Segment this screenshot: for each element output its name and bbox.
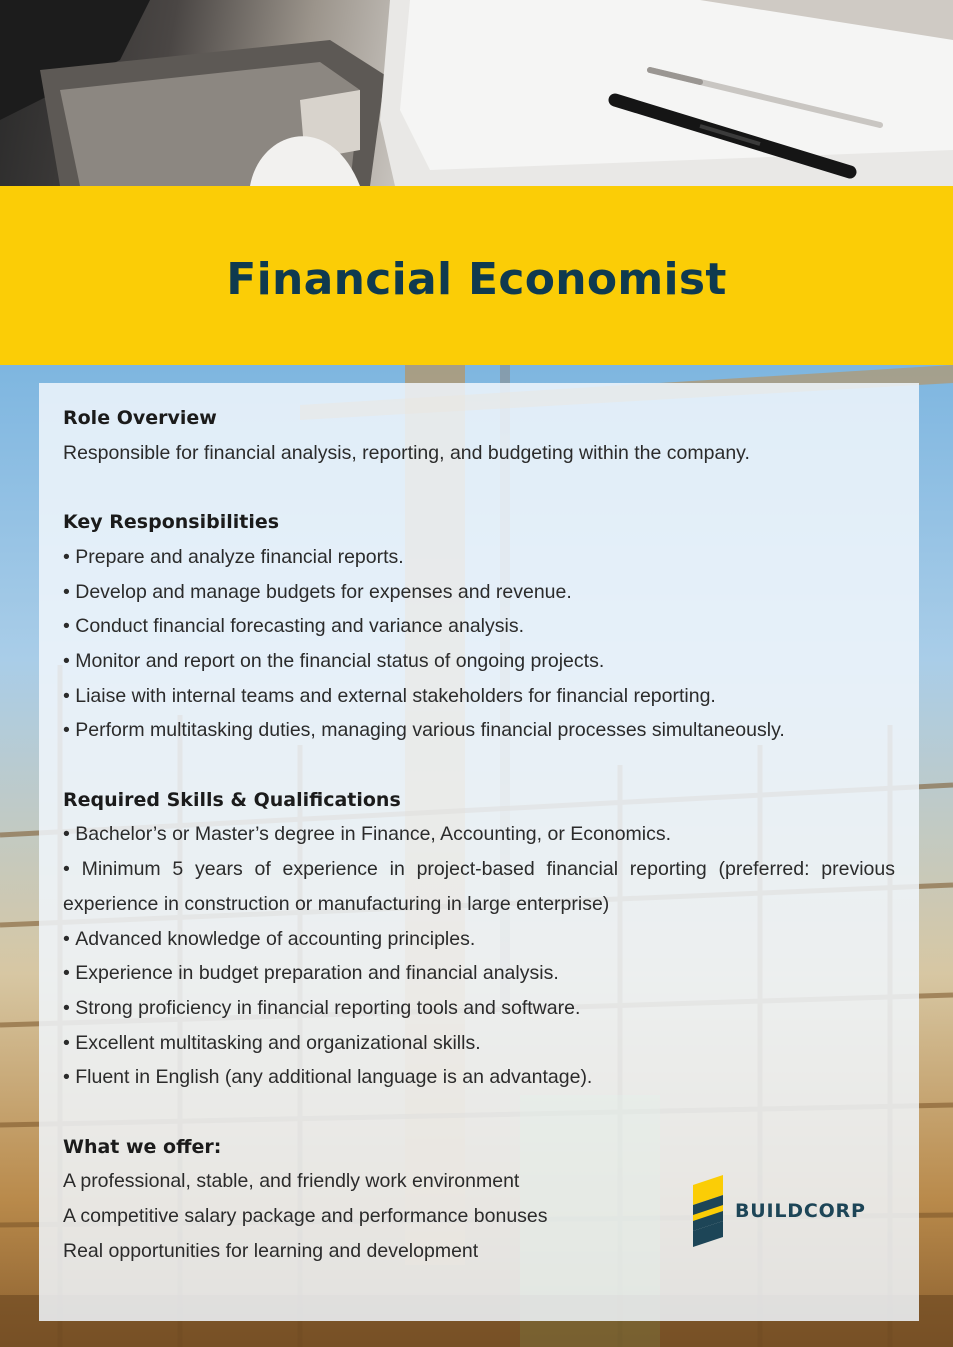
- list-item: • Perform multitasking duties, managing various financial processes simultaneously.: [63, 713, 895, 748]
- offer-line: A professional, stable, and friendly work environment: [63, 1170, 520, 1193]
- list-item: • Develop and manage budgets for expenses and revenue.: [63, 575, 895, 610]
- list-item: • Monitor and report on the financial status of ongoing projects.: [63, 644, 895, 679]
- list-item: • Excellent multitasking and organizational skills.: [63, 1026, 895, 1061]
- list-item: • Strong proficiency in financial reporting tools and software.: [63, 991, 895, 1026]
- buildcorp-logo: [693, 1175, 866, 1247]
- page-title: Financial Economist: [226, 254, 727, 305]
- offer-line: A competitive salary package and performance bonuses: [63, 1205, 548, 1228]
- list-item: • Fluent in English (any additional language is an advantage).: [63, 1060, 895, 1095]
- skills-heading: Required Skills & Qualifications: [63, 788, 401, 811]
- spacer: [63, 748, 895, 783]
- list-item: • Liaise with internal teams and external stakeholders for financial reporting.: [63, 679, 895, 714]
- desk-photo-illustration: [0, 0, 953, 186]
- responsibilities-list: [63, 540, 895, 748]
- skills-list: [63, 817, 895, 1095]
- spacer: [63, 470, 895, 505]
- job-description: [63, 401, 895, 1269]
- list-item: • Advanced knowledge of accounting principles.: [63, 922, 895, 957]
- list-item: • Bachelor’s or Master’s degree in Finance, Accounting, or Economics.: [63, 817, 895, 852]
- header-photo: [0, 0, 953, 186]
- offer-heading: What we offer:: [63, 1135, 222, 1158]
- role-overview-text: Responsible for financial analysis, reporting, and budgeting within the company.: [63, 441, 750, 464]
- offer-line: Real opportunities for learning and development: [63, 1239, 479, 1262]
- responsibilities-heading: Key Responsibilities: [63, 511, 280, 534]
- title-band: [0, 186, 953, 365]
- list-item: • Minimum 5 years of experience in project-based financial reporting (preferred: previous experience in construction or manufacturing in large enterprise): [63, 852, 895, 921]
- list-item: • Conduct financial forecasting and variance analysis.: [63, 609, 895, 644]
- logo-text: BUILDCORP: [735, 1200, 866, 1222]
- list-item: • Prepare and analyze financial reports.: [63, 540, 895, 575]
- role-overview-heading: Role Overview: [63, 407, 217, 429]
- list-item: • Experience in budget preparation and financial analysis.: [63, 956, 895, 991]
- spacer: [63, 1095, 895, 1130]
- logo-mark-icon: [693, 1175, 723, 1247]
